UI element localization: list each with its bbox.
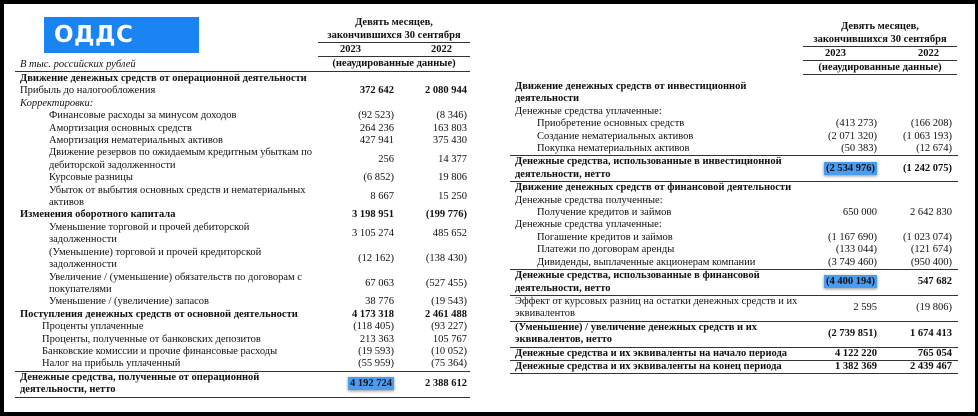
- row-label: Движение денежных средств от операционной деятельности: [20, 73, 307, 84]
- unaudited-note: (неаудированные данные): [332, 58, 456, 69]
- value-2023: [800, 244, 877, 256]
- cell-value: (19 806): [916, 302, 952, 314]
- period-line1: Девять месяцев,: [841, 21, 919, 32]
- cell-value: (12 162): [358, 252, 394, 264]
- cell-value: (2 739 851): [828, 327, 877, 339]
- row-label: Движение денежных средств от инвестиционной деятельности: [515, 81, 747, 105]
- table-row: [510, 244, 958, 256]
- cell-value: (199 776): [425, 209, 467, 221]
- cell-value: (19 543): [431, 296, 467, 308]
- table-row: [15, 321, 470, 333]
- row-label: (Уменьшение) / увеличение денежных средств и их эквивалентов, нетто: [515, 321, 758, 346]
- value-2023: [315, 191, 394, 203]
- table-row: [15, 358, 470, 370]
- cell-value: (6 852): [363, 172, 394, 184]
- cell-value: 2 388 612: [425, 377, 467, 389]
- value-2022: [877, 302, 952, 314]
- cell-value: (1 167 690): [828, 231, 877, 243]
- value-2023: [315, 309, 394, 321]
- value-2023: [800, 118, 877, 130]
- table-row: [15, 346, 470, 358]
- table-row: [510, 232, 958, 244]
- table-row: [15, 371, 470, 398]
- cell-value: 213 363: [359, 333, 394, 345]
- investing-financing-table: [510, 81, 958, 374]
- value-2022: [394, 228, 467, 240]
- row-label: Изменения оборотного капитала: [20, 209, 176, 221]
- row-label: Движение резервов по ожидаемым кредитным убыткам по дебиторской задолженности: [49, 147, 313, 171]
- table-row: [15, 98, 470, 110]
- row-label: Увеличение / (уменьшение) обязательств по договорам с покупателями: [49, 271, 302, 295]
- row-label: Денежные средства полученные:: [515, 194, 663, 206]
- value-2022: [394, 378, 467, 390]
- row-label: Уменьшение торговой и прочей дебиторской задолженности: [49, 221, 250, 246]
- value-2023: [315, 110, 394, 122]
- value-2022: [877, 163, 952, 175]
- value-2023: [800, 207, 877, 219]
- value-2023: [315, 228, 394, 240]
- highlighted-value: (2 534 976): [826, 162, 875, 174]
- table-row: [15, 172, 470, 184]
- value-2022: [877, 118, 952, 130]
- row-label: Поступления денежных средств от основной деятельности: [20, 308, 298, 320]
- cell-value: (1 063 193): [903, 130, 952, 142]
- row-label: Налог на прибыль уплаченный: [42, 358, 181, 370]
- table-row: [15, 135, 470, 147]
- value-2023: [315, 278, 394, 290]
- table-row: [510, 182, 958, 194]
- period-line1: Девять месяцев,: [355, 17, 433, 28]
- value-2022: [394, 358, 467, 370]
- cell-value: 427 941: [359, 135, 394, 147]
- value-2023: [800, 257, 877, 269]
- table-row: [15, 110, 470, 122]
- table-row: [510, 321, 958, 348]
- cell-value: 67 063: [365, 277, 394, 289]
- cell-value: (1 242 075): [903, 162, 952, 174]
- value-2023: [315, 253, 394, 265]
- cell-value: 650 000: [842, 207, 877, 219]
- value-2022: [394, 334, 467, 346]
- row-label: Денежные средства, полученные от операционной деятельности, нетто: [20, 371, 260, 396]
- value-2023: [315, 378, 394, 390]
- value-2023: [800, 302, 877, 314]
- table-row: [510, 257, 958, 269]
- row-label: Погашение кредитов и займов: [537, 231, 673, 243]
- table-row: [510, 207, 958, 219]
- row-label: Уменьшение / (увеличение) запасов: [49, 296, 209, 308]
- cell-value: 765 054: [917, 347, 952, 359]
- value-2023: [800, 143, 877, 155]
- table-row: [15, 222, 470, 247]
- cell-value: (121 674): [910, 244, 952, 256]
- value-2023: [800, 328, 877, 340]
- right-period-header: [803, 20, 957, 75]
- cell-value: 2 595: [853, 302, 877, 314]
- units-label: В тыс. российских рублей: [20, 59, 136, 70]
- table-row: [510, 269, 958, 296]
- value-2022: [877, 244, 952, 256]
- table-row: [510, 361, 958, 374]
- cell-value: 38 776: [365, 296, 394, 308]
- value-2023: [315, 123, 394, 135]
- value-2022: [877, 276, 952, 288]
- cell-value: 3 198 951: [352, 209, 394, 221]
- value-2022: [394, 123, 467, 135]
- value-2022: [394, 135, 467, 147]
- value-2023: [315, 209, 394, 221]
- cell-value: (413 273): [835, 118, 877, 130]
- value-2022: [877, 361, 952, 373]
- table-row: [15, 247, 470, 272]
- cell-value: 264 236: [359, 122, 394, 134]
- row-label: Амортизация нематериальных активов: [49, 135, 223, 147]
- row-label: Корректировки:: [20, 97, 94, 109]
- value-2022: [877, 232, 952, 244]
- value-2022: [394, 209, 467, 221]
- cash-flow-statement: [4, 4, 975, 412]
- value-2022: [394, 154, 467, 166]
- row-label: Прибыль до налогообложения: [20, 85, 156, 97]
- value-2022: [394, 253, 467, 265]
- value-2022: [877, 257, 952, 269]
- row-label: Денежные средства и их эквиваленты на конец периода: [515, 360, 782, 372]
- cell-value: (75 364): [431, 358, 467, 370]
- cell-value: 163 803: [432, 122, 467, 134]
- cell-value: 2 080 944: [425, 85, 467, 97]
- table-row: [510, 296, 958, 321]
- cell-value: 375 430: [432, 135, 467, 147]
- left-period-header: [318, 16, 470, 70]
- value-2023: [315, 154, 394, 166]
- cell-value: 8 667: [370, 190, 394, 202]
- row-label: Движение денежных средств от финансовой деятельности: [515, 182, 792, 194]
- value-2023: [800, 361, 877, 373]
- value-2022: [394, 85, 467, 97]
- value-2022: [394, 346, 467, 358]
- table-row: [15, 296, 470, 308]
- value-2022: [394, 172, 467, 184]
- row-label: Проценты, полученные от банковских депозитов: [42, 333, 261, 345]
- year-2022: 2022: [918, 48, 939, 59]
- cell-value: (19 593): [358, 345, 394, 357]
- row-label: Денежные средства и их эквиваленты на начало периода: [515, 347, 788, 359]
- value-2022: [877, 328, 952, 340]
- cell-value: (118 405): [353, 321, 394, 333]
- row-label: Денежные средства, использованные в инвестиционной деятельности, нетто: [515, 156, 782, 180]
- row-label: Дивиденды, выплаченные акционерам компании: [537, 256, 756, 268]
- cell-value: (166 208): [910, 118, 952, 130]
- table-row: [15, 147, 470, 172]
- cell-value: (133 044): [835, 244, 877, 256]
- row-label: Получение кредитов и займов: [537, 207, 672, 219]
- cell-value: 485 652: [432, 228, 467, 240]
- row-label: Денежные средства уплаченные:: [515, 219, 662, 231]
- row-label: Денежные средства, использованные в финансовой деятельности, нетто: [515, 270, 760, 294]
- table-row: [15, 85, 470, 97]
- cell-value: 547 682: [917, 276, 952, 288]
- highlighted-value: 4 192 724: [350, 377, 392, 389]
- year-2022: 2022: [431, 44, 452, 55]
- table-row: [510, 81, 958, 106]
- table-row: [510, 143, 958, 155]
- cell-value: (93 227): [431, 321, 467, 333]
- row-label: Банковские комиссии и прочие финансовые расходы: [42, 345, 278, 357]
- row-label: Покупка нематериальных активов: [537, 143, 690, 155]
- cell-value: (50 383): [841, 143, 877, 155]
- value-2022: [394, 296, 467, 308]
- cell-value: (8 346): [436, 110, 467, 122]
- cell-value: (138 430): [425, 252, 467, 264]
- operating-activities-table: [15, 73, 470, 398]
- row-label: Амортизация основных средств: [49, 122, 192, 134]
- table-row: [510, 348, 958, 361]
- row-label: Курсовые разницы: [49, 172, 133, 184]
- table-row: [510, 118, 958, 130]
- value-2022: [394, 309, 467, 321]
- cell-value: 1 382 369: [835, 360, 877, 372]
- value-2023: [315, 346, 394, 358]
- row-label: Приобретение основных средств: [537, 118, 685, 130]
- year-2023: 2023: [825, 48, 846, 59]
- divider: [15, 71, 470, 72]
- cell-value: 2 461 488: [425, 308, 467, 320]
- table-row: [510, 195, 958, 207]
- value-2023: [800, 163, 877, 175]
- cell-value: 19 806: [438, 172, 467, 184]
- cell-value: 372 642: [359, 85, 394, 97]
- value-2023: [800, 131, 877, 143]
- table-row: [15, 185, 470, 210]
- table-row: [15, 123, 470, 135]
- value-2023: [315, 321, 394, 333]
- cell-value: (10 052): [431, 345, 467, 357]
- cell-value: 2 439 467: [910, 360, 952, 372]
- value-2022: [394, 110, 467, 122]
- cell-value: (950 400): [910, 256, 952, 268]
- row-label: Создание нематериальных активов: [537, 130, 694, 142]
- cell-value: 105 767: [432, 333, 467, 345]
- cell-value: 4 122 220: [835, 347, 877, 359]
- value-2022: [394, 321, 467, 333]
- row-label: Проценты уплаченные: [42, 321, 144, 333]
- unaudited-note: (неаудированные данные): [818, 62, 942, 73]
- cell-value: (3 749 460): [828, 256, 877, 268]
- cell-value: (12 674): [916, 143, 952, 155]
- cell-value: 1 674 413: [910, 327, 952, 339]
- cell-value: 14 377: [438, 153, 467, 165]
- value-2023: [800, 276, 877, 288]
- value-2023: [315, 135, 394, 147]
- cell-value: (92 523): [358, 110, 394, 122]
- oddс-title-badge: ОДДС: [44, 17, 199, 53]
- row-label: Убыток от выбытия основных средств и нематериальных активов: [49, 184, 306, 209]
- value-2022: [877, 143, 952, 155]
- row-label: Платежи по договорам аренды: [537, 244, 675, 256]
- cell-value: 15 250: [438, 190, 467, 202]
- table-row: [510, 131, 958, 143]
- value-2023: [315, 334, 394, 346]
- table-row: [15, 73, 470, 85]
- value-2023: [800, 348, 877, 360]
- row-label: Эффект от курсовых разниц на остатки денежных средств и их эквивалентов: [515, 295, 798, 320]
- table-row: [15, 209, 470, 221]
- year-2023: 2023: [340, 44, 361, 55]
- cell-value: 2 642 830: [910, 207, 952, 219]
- value-2023: [315, 296, 394, 308]
- row-label: (Уменьшение) торговой и прочей кредиторской задолженности: [49, 246, 262, 271]
- value-2022: [394, 191, 467, 203]
- period-line2: закончившихся 30 сентября: [813, 34, 947, 45]
- cell-value: (527 455): [425, 277, 467, 289]
- value-2022: [394, 278, 467, 290]
- cell-value: (55 959): [358, 358, 394, 370]
- cell-value: (2 071 320): [828, 130, 877, 142]
- value-2023: [315, 172, 394, 184]
- value-2023: [315, 358, 394, 370]
- table-row: [510, 219, 958, 231]
- table-row: [15, 272, 470, 297]
- cell-value: 256: [378, 153, 394, 165]
- divider: [803, 74, 957, 75]
- value-2023: [315, 85, 394, 97]
- table-row: [510, 106, 958, 118]
- cell-value: (1 023 074): [903, 231, 952, 243]
- highlighted-value: (4 400 194): [826, 276, 875, 288]
- value-2023: [800, 232, 877, 244]
- cell-value: 4 173 318: [352, 308, 394, 320]
- value-2022: [877, 348, 952, 360]
- table-row: [510, 155, 958, 182]
- row-label: Денежные средства уплаченные:: [515, 105, 662, 117]
- period-line2: закончившихся 30 сентября: [327, 30, 461, 41]
- value-2022: [877, 131, 952, 143]
- table-row: [15, 309, 470, 321]
- value-2022: [877, 207, 952, 219]
- table-row: [15, 334, 470, 346]
- row-label: Финансовые расходы за минусом доходов: [49, 110, 237, 122]
- cell-value: 3 105 274: [352, 228, 394, 240]
